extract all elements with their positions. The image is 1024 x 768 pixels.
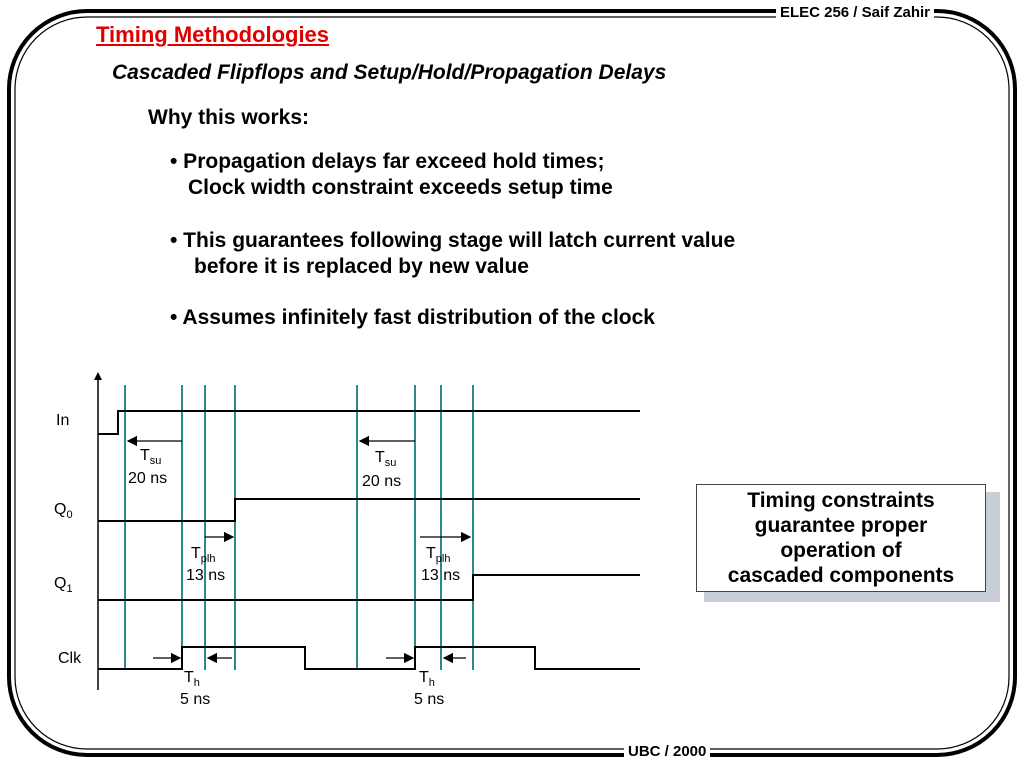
tplh-value-2: 13 ns [421, 567, 461, 584]
signal-label-in: In [56, 412, 70, 429]
tplh-label-2: $T_{plh}$ [426, 545, 451, 565]
tsu-label-2: $T_{su}$ [375, 449, 397, 469]
in-waveform [98, 411, 640, 434]
signal-label-q1: $Q_1$ [54, 575, 73, 595]
signal-label-q0: $Q_0$ [54, 501, 73, 521]
callout-line-1: Timing constraints [747, 489, 935, 512]
axis-arrow-icon [94, 372, 102, 380]
signal-label-clk: Clk [58, 650, 82, 667]
callout-line-4: cascaded components [727, 564, 955, 587]
bullet-2-line-2: before it is replaced by new value [194, 255, 529, 278]
tsu-value-2: 20 ns [362, 473, 402, 490]
bullet-1-line-2: Clock width constraint exceeds setup time [188, 176, 613, 199]
th-label-2: $T_h$ [419, 669, 435, 689]
callout-line-3: operation of [780, 539, 902, 562]
tplh-label-1: $T_{plh}$ [191, 545, 216, 565]
bullet-3-line-1: • Assumes infinitely fast distribution of the clock [170, 306, 655, 329]
tplh-value-1: 13 ns [186, 567, 226, 584]
bullet-2-line-1: • This guarantees following stage will latch current value [170, 229, 736, 252]
callout-line-2: guarantee proper [754, 514, 928, 537]
slide-title: Timing Methodologies [96, 22, 330, 47]
th-value-2: 5 ns [414, 691, 445, 708]
bullet-1-line-1: • Propagation delays far exceed hold times; [170, 150, 605, 173]
course-header: ELEC 256 / Saif Zahir [776, 4, 934, 22]
q0-waveform [98, 499, 640, 521]
tsu-value-1: 20 ns [128, 470, 168, 487]
footer-label: UBC / 2000 [624, 743, 710, 761]
th-value-1: 5 ns [180, 691, 211, 708]
q1-waveform [98, 575, 640, 600]
slide-subtitle: Cascaded Flipflops and Setup/Hold/Propagation Delays [112, 61, 667, 84]
guide-lines [125, 385, 473, 670]
why-heading: Why this works: [148, 106, 310, 129]
tsu-label-1: $T_{su}$ [140, 447, 162, 467]
th-label-1: $T_h$ [184, 669, 200, 689]
